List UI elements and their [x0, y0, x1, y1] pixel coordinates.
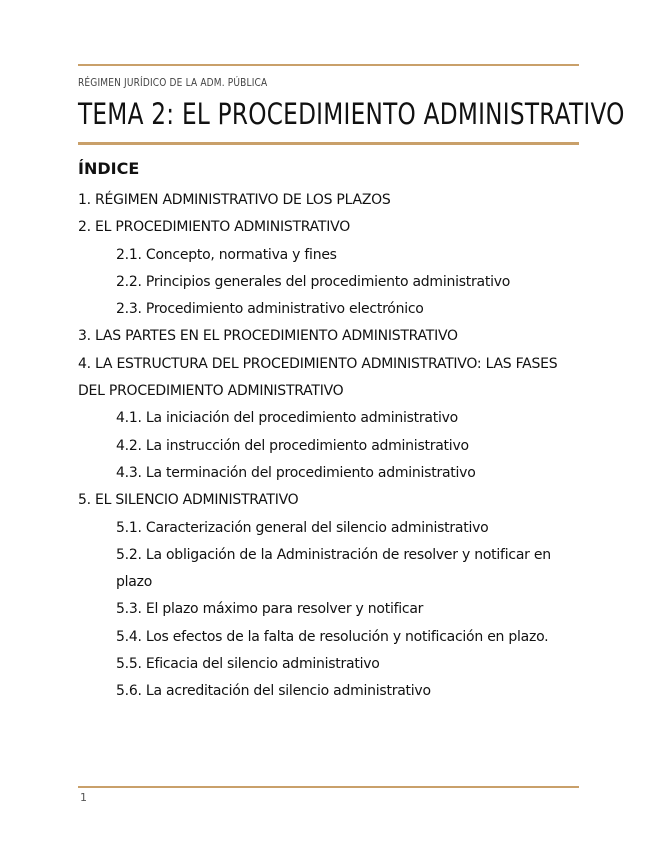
table-of-contents	[78, 187, 583, 706]
toc-subitem: 2.2. Principios generales del procedimiento administrativo	[116, 273, 511, 290]
toc-subitem: 5.6. La acreditación del silencio administrativo	[116, 683, 431, 700]
toc-subitem: 5.4. Los efectos de la falta de resolución y notificación en plazo.	[116, 628, 549, 645]
toc-item: 1. RÉGIMEN ADMINISTRATIVO DE LOS PLAZOS	[78, 192, 391, 208]
toc-subitem: 5.2. La obligación de la Administración de resolver y notificar en plazo	[116, 546, 551, 591]
toc-item: 4. LA ESTRUCTURA DEL PROCEDIMIENTO ADMINISTRATIVO: LAS FASES DEL PROCEDIMIENTO ADMINISTRATIVO	[78, 355, 558, 400]
subject-label: RÉGIMEN JURÍDICO DE LA ADM. PÚBLICA	[78, 76, 268, 89]
toc-subitem: 5.3. El plazo máximo para resolver y notificar	[116, 601, 424, 618]
toc-subitem: 2.1. Concepto, normativa y fines	[116, 246, 337, 263]
toc-subitem: 5.1. Caracterización general del silencio administrativo	[116, 519, 489, 536]
header-bottom-rule	[78, 142, 579, 145]
toc-subitem: 4.2. La instrucción del procedimiento administrativo	[116, 437, 469, 454]
toc-subitem: 4.3. La terminación del procedimiento administrativo	[116, 464, 476, 481]
toc-subitem: 5.5. Eficacia del silencio administrativo	[116, 656, 380, 673]
toc-subitem: 2.3. Procedimiento administrativo electrónico	[116, 301, 424, 318]
index-heading: ÍNDICE	[78, 159, 140, 178]
footer-rule	[78, 786, 579, 788]
header-top-rule	[78, 64, 579, 66]
toc-item: 2. EL PROCEDIMIENTO ADMINISTRATIVO	[78, 219, 350, 236]
page-title: TEMA 2: EL PROCEDIMIENTO ADMINISTRATIVO	[78, 97, 625, 131]
toc-item: 3. LAS PARTES EN EL PROCEDIMIENTO ADMINISTRATIVO	[78, 328, 458, 345]
toc-subitem: 4.1. La iniciación del procedimiento administrativo	[116, 410, 458, 427]
page-number: 1	[80, 791, 87, 804]
toc-item: 5. EL SILENCIO ADMINISTRATIVO	[78, 492, 299, 509]
